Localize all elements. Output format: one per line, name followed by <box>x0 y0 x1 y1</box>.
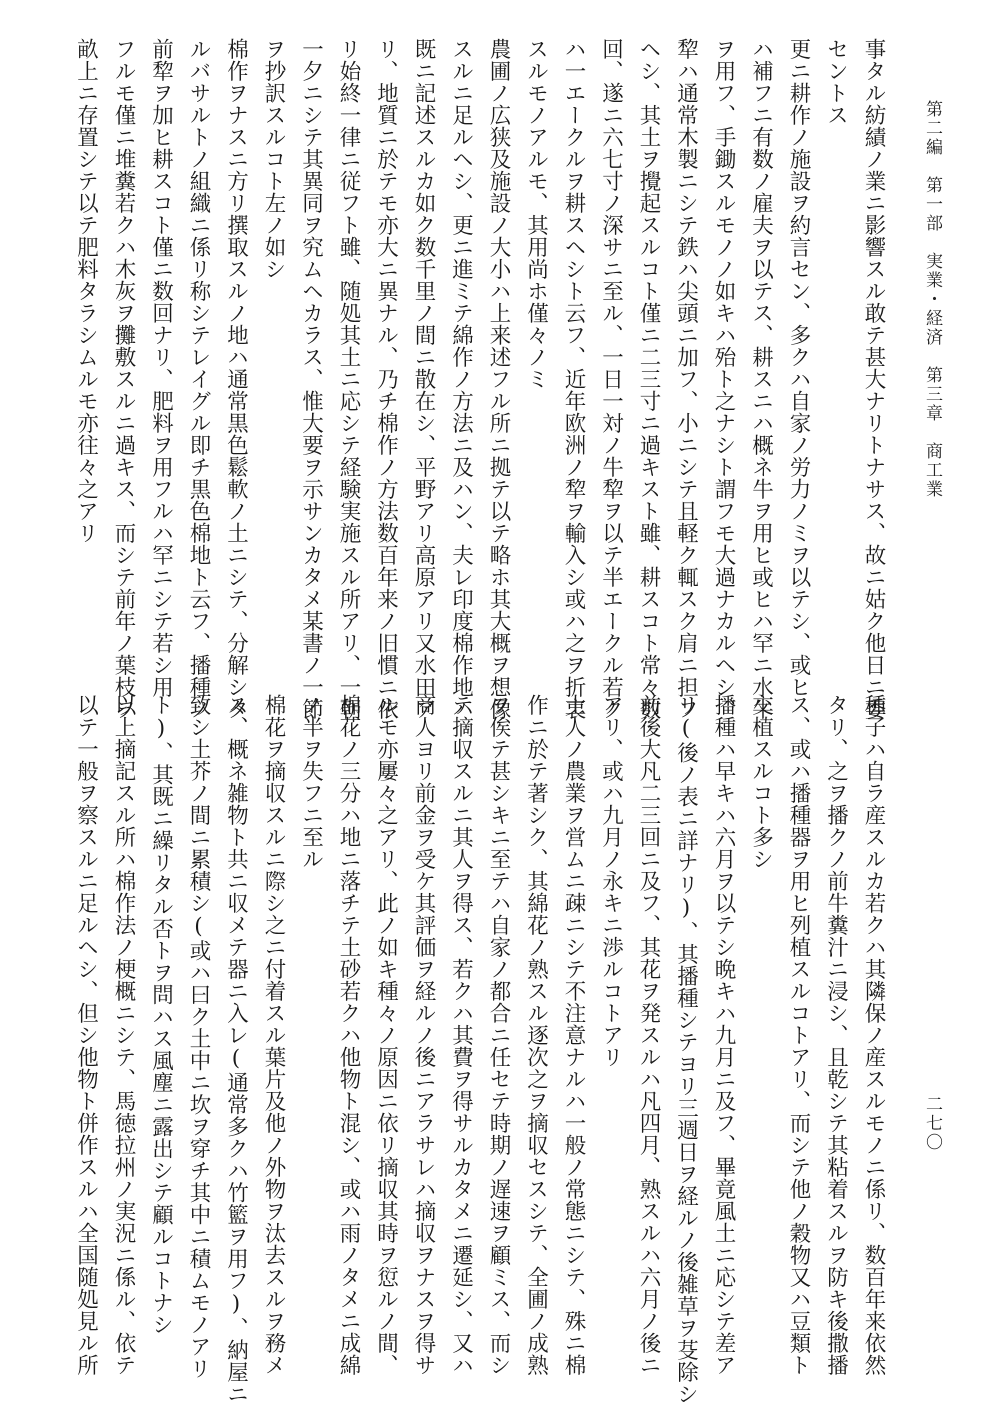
text-column: スルニ足ルヘシ、更ニ進ミテ綿作ノ方法ニ及ハン、夫レ印度棉作地ハ <box>448 38 474 720</box>
text-column: スルモノアルモ、其用尚ホ僅々ノミ <box>523 38 549 390</box>
text-column: ハ一エークルヲ耕スヘシト云フ、近年欧洲ノ犂ヲ輸入シ或ハ之ヲ折衷 <box>561 38 586 720</box>
text-column: 棉花ノ三分ハ地ニ落チテ土砂若クハ他物ト混シ、或ハ雨ノタメニ成綿 <box>336 694 361 1376</box>
text-column: 交植スルコト多シ <box>748 694 774 870</box>
text-column: フルモ僅ニ堆糞若クハ木灰ヲ攤敷スルニ過キス、而シテ前年ノ葉枝ヲ <box>111 38 136 720</box>
running-head: 第二編 第一部 実業・経済 第三章 商工業 <box>922 100 942 499</box>
text-column: タリ、之ヲ播クノ前牛糞汁ニ浸シ、且乾シテ其粘着スルヲ防キ後撒播 <box>823 694 849 1376</box>
text-column: 棉花ヲ摘収スルニ際シ之ニ付着スル葉片及他ノ外物ヲ汰去スルヲ務メ <box>261 694 286 1376</box>
text-column: ヘシ、其土ヲ攪起スルコト僅ニ二三寸ニ過キスト雖、耕スコト常々数 <box>636 38 661 720</box>
text-column: 前犂ヲ加ヒ耕スコト僅ニ数回ナリ、肥料ヲ用フルハ罕ニシテ若シ用 <box>148 38 174 698</box>
text-column: 以上摘記スル所ハ棉作法ノ梗概ニシテ、馬徳拉州ノ実況ニ係ル、依テ <box>111 694 136 1376</box>
text-column: 棉作ヲナスニ方リ撰取スルノ地ハ通常黒色鬆軟ノ土ニシテ、分解シタ <box>223 38 249 720</box>
text-column: 作ニ於テ著シク、其綿花ノ熟スル逐次之ヲ摘収セスシテ、全圃ノ成熟 <box>523 694 549 1376</box>
text-column: 土人ノ農業ヲ営ムニ疎ニシテ不注意ナルハ一般ノ常態ニシテ、殊ニ棉 <box>561 694 586 1376</box>
text-column: リ、地質ニ於テモ亦大ニ異ナル、乃チ棉作ノ方法数百年来ノ旧慣ニ依 <box>373 38 399 720</box>
text-column: ルバサルトノ組織ニ係リ称シテレイグル即チ黒色棉地ト云フ、播種ノ <box>186 38 211 720</box>
text-column: ヲ俟テ甚シキニ至テハ自家ノ都合ニ任セテ時期ノ遅速ヲ顧ミス、而シ <box>486 694 511 1376</box>
text-column: 種子ハ自ラ産スルカ若クハ其隣保ノ産スルモノニ係リ、数百年来依然 <box>861 694 886 1376</box>
page-number: 二七〇 <box>922 1095 942 1152</box>
text-column: 商人ヨリ前金ヲ受ケ其評価ヲ経ルノ後ニアラサレハ摘収ヲナスヲ得サ <box>411 694 436 1376</box>
text-column: リ(後ノ表ニ詳ナリ)、其播種シテヨリ三週日ヲ経ルノ後雑草ヲ芟除シ <box>673 694 699 1405</box>
text-column: 畝上ニ存置シテ以テ肥料タラシムルモ亦往々之アリ <box>73 38 99 544</box>
text-column: テ摘収スルニ其人ヲ得ス、若クハ其費ヲ得サルカタメニ遷延シ、又ハ <box>448 694 474 1376</box>
text-column: 犂ハ通常木製ニシテ鉄ハ尖頭ニ加フ、小ニシテ且軽ク輒スク肩ニ担フ <box>673 38 699 720</box>
text-column: ノ半ヲ失フニ至ル <box>298 694 324 870</box>
text-column: セントス <box>823 38 849 126</box>
text-column: 既ニ記述スルカ如ク数千里ノ間ニ散在シ、平野アリ高原アリ又水田ア <box>411 38 436 720</box>
lower-text-block <box>73 694 892 1405</box>
text-column: 事タル紡績ノ業ニ影響スル敢テ甚大ナリトナサス、故ニ姑ク他日ニ委 <box>861 38 886 720</box>
text-column: 農圃ノ広狭及施設ノ大小ハ上来述フル所ニ拠テ以テ略ホ其大概ヲ想像 <box>486 38 511 720</box>
text-column: 一夕ニシテ其異同ヲ究ムヘカラス、惟大要ヲ示サンカタメ某書ノ一節 <box>298 38 324 720</box>
text-column: ハ補フニ有数ノ雇夫ヲ以テス、耕スニハ概ネ牛ヲ用ヒ或ヒハ罕ニ水牛 <box>748 38 774 720</box>
text-column: リ始終一律ニ従フト雖、随処其土ニ応シテ経験実施スル所アリ、一朝 <box>336 38 361 720</box>
text-column: ヲ用フ、手鋤スルモノノ如キハ殆ト之ナシト謂フモ大過ナカルヘシ、 <box>711 38 736 720</box>
text-column: 致シ土芥ノ間ニ累積シ(或ハ曰ク土中ニ坎ヲ穿チ其中ニ積ムモノアリ <box>186 694 211 1380</box>
text-column: 更ニ耕作ノ施設ヲ約言セン、多クハ自家ノ労力ノミヲ以テシ、或ヒ <box>786 38 811 698</box>
text-column: 回、遂ニ六七寸ノ深サニ至ル、一日一対ノ牛犂ヲ以テ半エークル若ク <box>598 38 624 720</box>
text-column: 前後大凡二三回ニ及フ、其花ヲ発スルハ凡四月、熟スルハ六月ノ後ニ <box>636 694 661 1376</box>
text-column: ス、或ハ播種器ヲ用ヒ列植スルコトアリ、而シテ他ノ穀物又ハ豆類ト <box>786 694 811 1376</box>
text-column: ヲ抄訳スルコト左ノ如シ <box>261 38 286 280</box>
text-column: アリ、或ハ九月ノ永キニ渉ルコトアリ <box>598 694 624 1068</box>
text-column: 以テ一般ヲ察スルニ足ルヘシ、但シ他物ト併作スルハ全国随処見ル所 <box>73 694 99 1376</box>
upper-text-block <box>73 38 892 720</box>
text-column: ス、概ネ雑物ト共ニ収メテ器ニ入レ(通常多クハ竹籃ヲ用フ)、納屋ニ <box>223 694 249 1405</box>
text-column: ト)、其既ニ繰リタル否トヲ問ハス風塵ニ露出シテ顧ルコトナシ <box>148 694 174 1336</box>
text-column: 播種ハ早キハ六月ヲ以テシ晩キハ九月ニ及フ、畢竟風土ニ応シテ差ア <box>711 694 736 1376</box>
text-column: ルモ亦屢々之アリ、此ノ如キ種々ノ原因ニ依リ摘収其時ヲ愆ルノ間、 <box>373 694 399 1376</box>
